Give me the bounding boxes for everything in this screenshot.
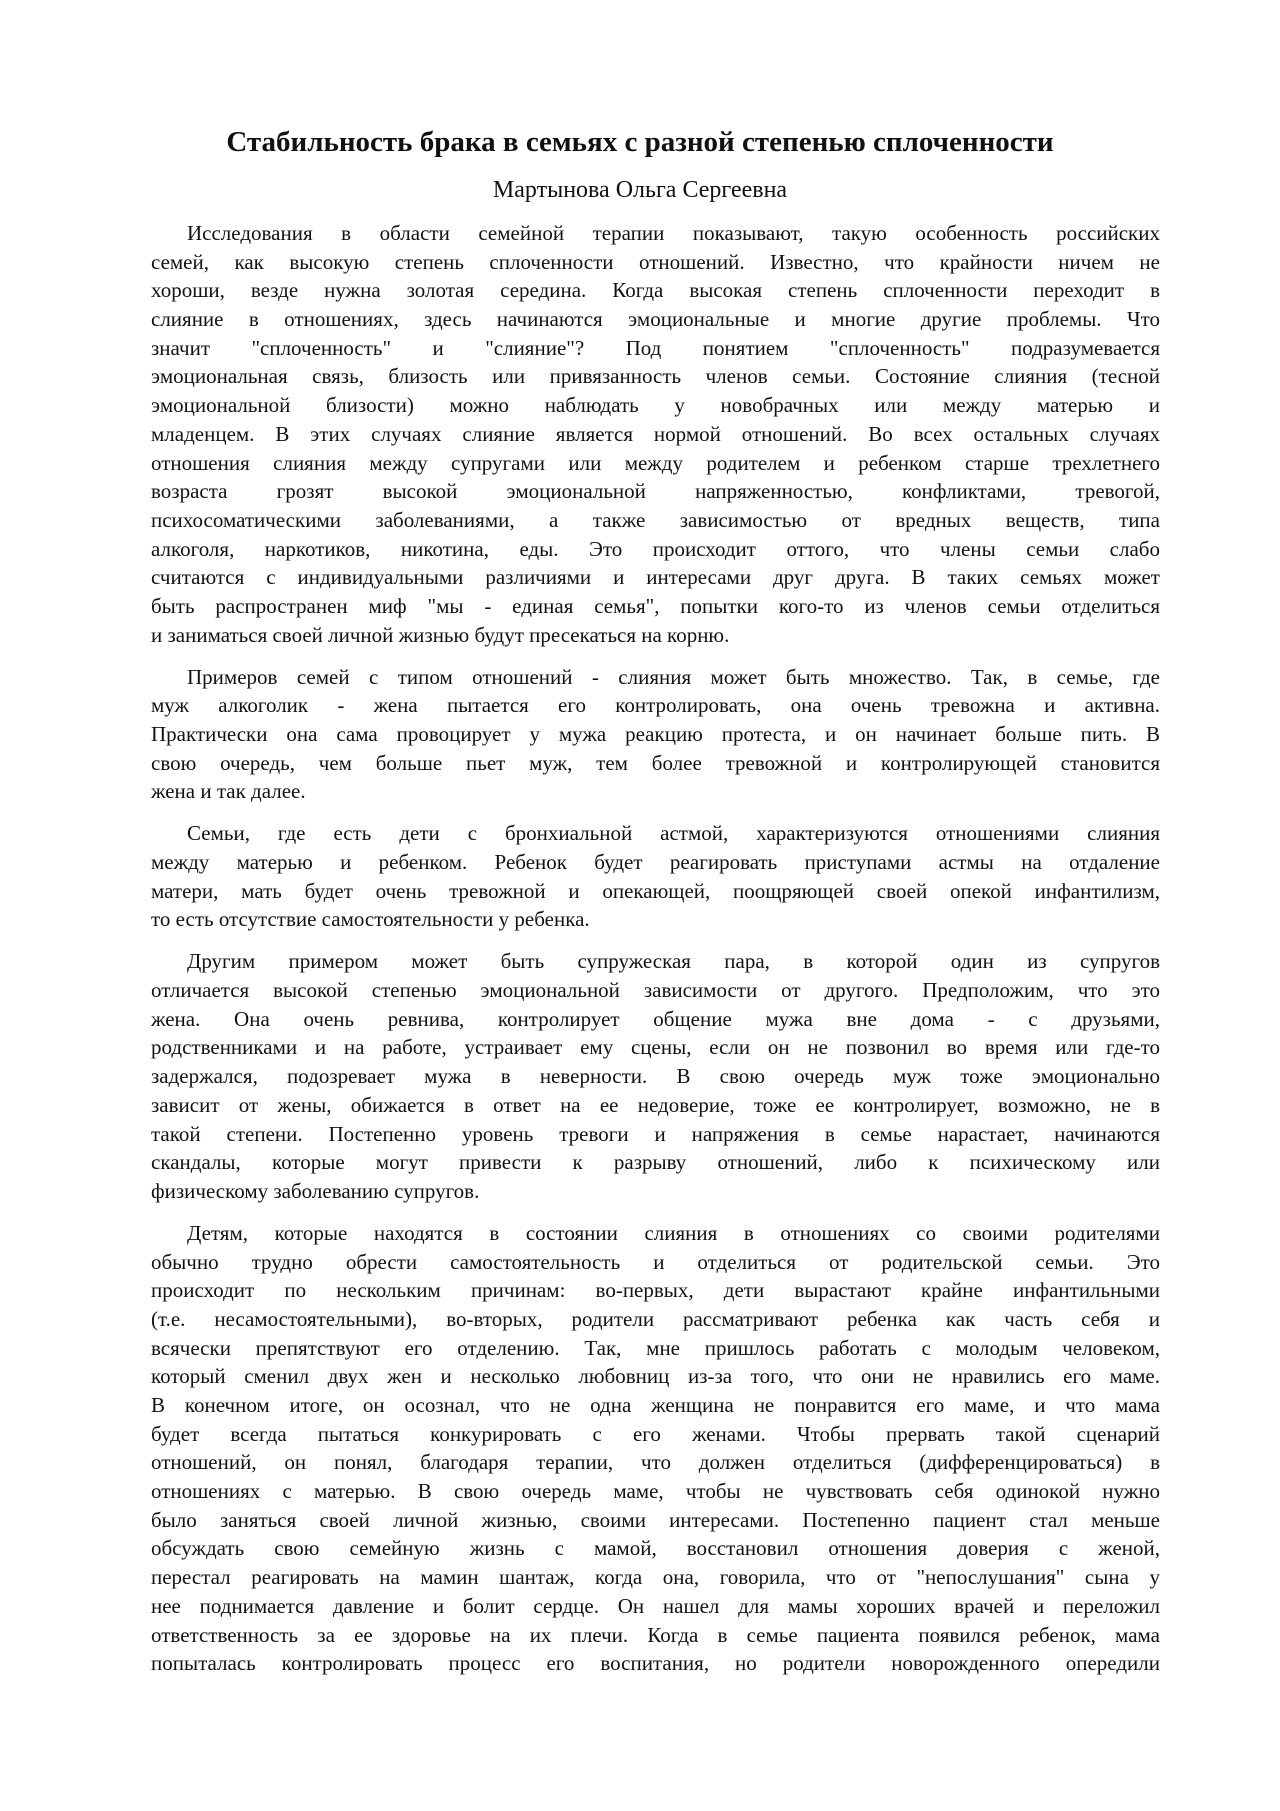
text-line: Исследования в области семейной терапии показывают, такую особенность российских xyxy=(187,221,1160,245)
paragraph xyxy=(151,819,1160,934)
text-line: такой степени. Постепенно уровень тревоги и напряжения в семье нарастает, начинаются xyxy=(151,1121,1160,1146)
text-line: матери, мать будет очень тревожной и опекающей, поощряющей своей опекой инфантилизм, xyxy=(151,878,1160,903)
text-line: будет всегда пытаться конкурировать с его женами. Чтобы прервать такой сценарий xyxy=(151,1421,1160,1446)
text-line: было заняться своей личной жизнью, своими интересами. Постепенно пациент стал меньше xyxy=(151,1507,1160,1532)
text-line: значит "сплоченность" и "слияние"? Под понятием "сплоченность" подразумевается xyxy=(151,335,1160,360)
document-body xyxy=(151,219,1160,1691)
text-line: (т.е. несамостоятельными), во-вторых, родители рассматривают ребенка как часть себя и xyxy=(151,1306,1160,1331)
text-line: семей, как высокую степень сплоченности отношений. Известно, что крайности ничем не xyxy=(151,249,1160,274)
text-line: нее поднимается давление и болит сердце. Он нашел для мамы хороших врачей и переложил xyxy=(151,1593,1160,1618)
text-line: эмоциональной близости) можно наблюдать у новобрачных или между матерью и xyxy=(151,393,1160,418)
paragraph xyxy=(151,663,1160,806)
text-line: родственниками и на работе, устраивает ему сцены, если он не позвонил во время или где-то xyxy=(151,1035,1160,1060)
text-line: всячески препятствуют его отделению. Так, мне пришлось работать с молодым человеком, xyxy=(151,1335,1160,1360)
text-line: свою очередь, чем больше пьет муж, тем более тревожной и контролирующей становится xyxy=(151,750,1160,775)
text-line: ответственность за ее здоровье на их плечи. Когда в семье пациента появился ребенок, мама xyxy=(151,1622,1160,1647)
text-line: отношений, он понял, благодаря терапии, что должен отделиться (дифференцироваться) в xyxy=(151,1450,1160,1475)
text-line: алкоголя, наркотиков, никотина, еды. Это происходит оттого, что члены семьи слабо xyxy=(151,536,1160,561)
text-line: и заниматься своей личной жизнью будут пресекаться на корню. xyxy=(151,622,730,647)
paragraph xyxy=(151,947,1160,1205)
text-line: отношения слияния между супругами или между родителем и ребенком старше трехлетнего xyxy=(151,450,1160,475)
text-line: младенцем. В этих случаях слияние является нормой отношений. Во всех остальных случаях xyxy=(151,421,1160,446)
text-line: быть распространен миф "мы - единая семья", попытки кого-то из членов семьи отделиться xyxy=(151,593,1160,618)
text-line: считаются с индивидуальными различиями и интересами друг друга. В таких семьях может xyxy=(151,565,1160,590)
text-line: происходит по нескольким причинам: во-первых, дети вырастают крайне инфантильными xyxy=(151,1278,1160,1303)
text-line: обычно трудно обрести самостоятельность и отделиться от родительской семьи. Это xyxy=(151,1249,1160,1274)
paragraph xyxy=(151,1219,1160,1678)
text-line: физическому заболеванию супругов. xyxy=(151,1178,480,1203)
text-line: слияние в отношениях, здесь начинаются эмоциональные и многие другие проблемы. Что xyxy=(151,307,1160,332)
text-line: Примеров семей с типом отношений - слияния может быть множество. Так, в семье, где xyxy=(187,664,1160,689)
text-line: жена. Она очень ревнива, контролирует общение мужа вне дома - с друзьями, xyxy=(151,1006,1160,1031)
text-line: Семьи, где есть дети с бронхиальной астмой, характеризуются отношениями слияния xyxy=(187,821,1160,846)
text-line: зависит от жены, обижается в ответ на ее недоверие, тоже ее контролирует, возможно, не в xyxy=(151,1092,1160,1117)
text-line: В конечном итоге, он осознал, что не одна женщина не понравится его маме, и что мама xyxy=(151,1393,1160,1417)
text-line: который сменил двух жен и несколько любовниц из-за того, что они не нравились его маме. xyxy=(151,1364,1160,1389)
text-line: задержался, подозревает мужа в неверности. В свою очередь муж тоже эмоционально xyxy=(151,1064,1160,1089)
document-title: Стабильность брака в семьях с разной степенью сплоченности xyxy=(226,126,1054,158)
text-line: Другим примером может быть супружеская пара, в которой один из супругов xyxy=(187,949,1160,974)
text-line: муж алкоголик - жена пытается его контролировать, она очень тревожна и активна. xyxy=(151,693,1160,718)
text-line: Практически она сама провоцирует у мужа реакцию протеста, и он начинает больше пить. В xyxy=(151,721,1160,746)
text-line: перестал реагировать на мамин шантаж, когда она, говорила, что от "непослушания" сына у xyxy=(151,1565,1160,1590)
text-line: отличается высокой степенью эмоциональной зависимости от другого. Предположим, что это xyxy=(151,978,1160,1003)
text-line: между матерью и ребенком. Ребенок будет реагировать приступами астмы на отдаление xyxy=(151,850,1160,875)
text-line: эмоциональная связь, близость или привязанность членов семьи. Состояние слияния (тесной xyxy=(151,364,1160,389)
text-line: жена и так далее. xyxy=(151,779,306,804)
text-line: хороши, везде нужна золотая середина. Когда высокая степень сплоченности переходит в xyxy=(151,278,1160,303)
text-line: отношениях с матерью. В свою очередь маме, чтобы не чувствовать себя одинокой нужно xyxy=(151,1479,1160,1504)
text-line: психосоматическими заболеваниями, а также зависимостью от вредных веществ, типа xyxy=(151,507,1160,532)
text-line: обсуждать свою семейную жизнь с мамой, восстановил отношения доверия с женой, xyxy=(151,1536,1160,1561)
text-line: попыталась контролировать процесс его воспитания, но родители новорожденного опередили xyxy=(151,1651,1160,1676)
document-author: Мартынова Ольга Сергеевна xyxy=(492,177,788,203)
paragraph xyxy=(151,219,1160,649)
text-line: то есть отсутствие самостоятельности у ребенка. xyxy=(151,907,590,932)
text-line: возраста грозят высокой эмоциональной напряженностью, конфликтами, тревогой, xyxy=(151,479,1160,504)
text-line: скандалы, которые могут привести к разрыву отношений, либо к психическому или xyxy=(151,1150,1160,1175)
text-line: Детям, которые находятся в состоянии слияния в отношениях со своими родителями xyxy=(187,1220,1160,1245)
